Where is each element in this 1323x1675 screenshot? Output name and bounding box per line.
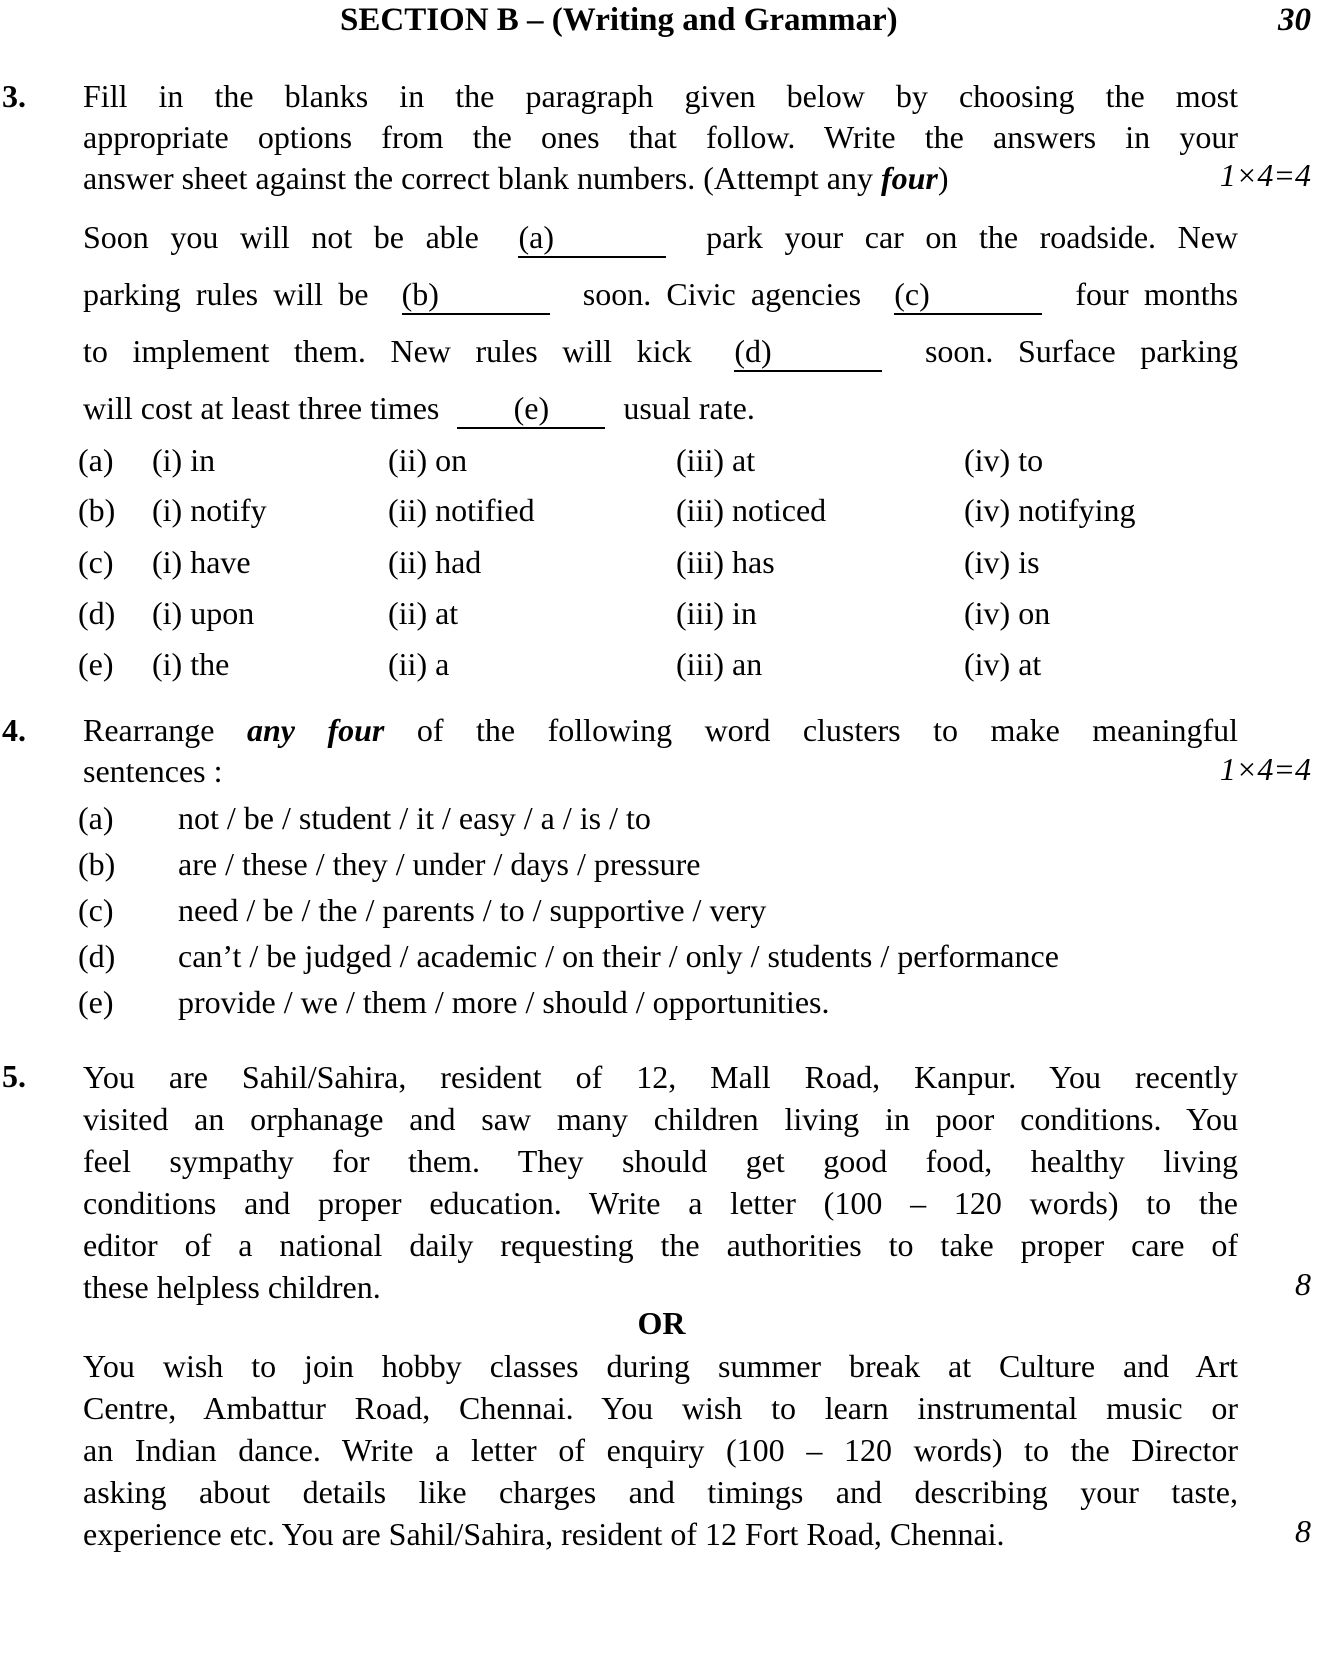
options-row-c <box>78 544 1318 588</box>
option-choice: (ii) notified <box>388 492 535 528</box>
passage-line-4 <box>83 389 1238 430</box>
option-choice: (i) in <box>152 442 216 478</box>
cluster-text: provide / we / them / more / should / opportunities. <box>178 984 830 1020</box>
option-choice: (iv) at <box>964 646 1042 682</box>
cluster-label: (d) <box>78 938 116 974</box>
question-3-number: 3. <box>2 78 26 114</box>
option-choice: (iii) at <box>676 442 756 478</box>
cluster-text: can’t / be judged / academic / on their / only / students / performance <box>178 938 1059 974</box>
instruction-line: appropriate options from the ones that follow. Write the answers in your <box>83 119 1238 155</box>
cluster-b <box>78 846 1318 890</box>
cluster-label: (b) <box>78 846 116 882</box>
blank-b: (b) <box>402 275 550 315</box>
options-row-d <box>78 595 1318 639</box>
options-row-a <box>78 442 1318 486</box>
instruction-text: Rearrange <box>83 712 247 748</box>
option-choice: (i) upon <box>152 595 255 631</box>
section-title: SECTION B – (Writing and Grammar) <box>340 2 898 38</box>
option-choice: (iii) in <box>676 595 757 631</box>
passage-text: usual rate. <box>623 390 755 426</box>
prompt-line: feel sympathy for them. They should get good food, healthy living <box>83 1143 1238 1179</box>
question-3-instruction <box>83 76 1238 199</box>
question-5-number: 5. <box>2 1058 26 1094</box>
cluster-label: (a) <box>78 800 114 836</box>
instruction-text: answer sheet against the correct blank numbers. (Attempt any <box>83 160 881 196</box>
option-label: (a) <box>78 442 114 478</box>
option-label: (b) <box>78 492 116 528</box>
passage-line-1 <box>83 218 1238 259</box>
cluster-c <box>78 892 1318 936</box>
blank-d: (d) <box>734 332 882 372</box>
passage-text: parking rules will be <box>83 276 369 312</box>
prompt-line: conditions and proper education. Write a letter (100 – 120 words) to the <box>83 1185 1238 1221</box>
option-choice: (ii) at <box>388 595 459 631</box>
question-5-alt-prompt <box>83 1345 1238 1555</box>
instruction-emphasis: four <box>880 160 938 196</box>
options-row-e <box>78 646 1318 690</box>
option-choice: (iv) to <box>964 442 1044 478</box>
cluster-e <box>78 984 1318 1028</box>
prompt-line: editor of a national daily requesting the authorities to take proper care of <box>83 1227 1238 1263</box>
instruction-line <box>83 710 1238 751</box>
passage-text: soon. Civic agencies <box>582 276 862 312</box>
options-row-b <box>78 492 1318 536</box>
option-choice: (iv) notifying <box>964 492 1136 528</box>
question-5-prompt <box>83 1056 1238 1308</box>
page-number: 30 <box>1278 2 1311 38</box>
instruction-line: Fill in the blanks in the paragraph given below by choosing the most <box>83 78 1238 114</box>
option-choice: (iv) is <box>964 544 1040 580</box>
option-choice: (iii) has <box>676 544 775 580</box>
option-label: (e) <box>78 646 114 682</box>
prompt-line: You are Sahil/Sahira, resident of 12, Mall Road, Kanpur. You recently <box>83 1059 1238 1095</box>
cluster-d <box>78 938 1318 982</box>
prompt-line: Centre, Ambattur Road, Chennai. You wish to learn instrumental music or <box>83 1390 1238 1426</box>
prompt-line: these helpless children. <box>83 1269 381 1305</box>
prompt-line: an Indian dance. Write a letter of enquiry (100 – 120 words) to the Director <box>83 1432 1238 1468</box>
instruction-line <box>83 158 1238 199</box>
option-choice: (i) notify <box>152 492 267 528</box>
question-4-instruction <box>83 710 1238 792</box>
passage-text: soon. Surface parking <box>924 333 1239 369</box>
cluster-text: need / be / the / parents / to / supportive / very <box>178 892 767 928</box>
cluster-label: (e) <box>78 984 114 1020</box>
instruction-text: ) <box>937 160 949 196</box>
option-choice: (iii) noticed <box>676 492 827 528</box>
cluster-text: are / these / they / under / days / pressure <box>178 846 701 882</box>
option-choice: (i) the <box>152 646 230 682</box>
option-choice: (iii) an <box>676 646 763 682</box>
instruction-line: sentences : <box>83 753 223 789</box>
page-header <box>0 2 1323 46</box>
passage-text: to implement them. New rules will kick <box>83 333 692 369</box>
passage-text: will cost at least three times <box>83 390 440 426</box>
option-choice: (i) have <box>152 544 251 580</box>
passage-line-3 <box>83 332 1238 373</box>
blank-e: (e) <box>457 389 605 429</box>
question-4-marks: 1×4=4 <box>1219 751 1311 787</box>
option-label: (c) <box>78 544 114 580</box>
option-label: (d) <box>78 595 116 631</box>
passage-text: Soon you will not be able <box>83 219 479 255</box>
blank-a: (a) <box>518 218 666 258</box>
cluster-label: (c) <box>78 892 114 928</box>
option-choice: (iv) on <box>964 595 1051 631</box>
cluster-a <box>78 800 1318 844</box>
question-5-alt-marks: 8 <box>1295 1513 1311 1549</box>
prompt-line: visited an orphanage and saw many children living in poor conditions. You <box>83 1101 1238 1137</box>
question-5-marks: 8 <box>1295 1266 1311 1302</box>
instruction-text: of the following word clusters to make meaningful <box>416 712 1238 748</box>
option-choice: (ii) a <box>388 646 450 682</box>
passage-text: four months <box>1075 276 1239 312</box>
question-4-number: 4. <box>2 712 26 748</box>
or-divider: OR <box>637 1305 686 1341</box>
prompt-line: You wish to join hobby classes during summer break at Culture and Art <box>83 1348 1238 1384</box>
blank-c: (c) <box>894 275 1042 315</box>
question-3-marks: 1×4=4 <box>1219 157 1311 193</box>
prompt-line: experience etc. You are Sahil/Sahira, resident of 12 Fort Road, Chennai. <box>83 1516 1005 1552</box>
instruction-emphasis: any four <box>246 712 385 748</box>
passage-line-2 <box>83 275 1238 316</box>
cluster-text: not / be / student / it / easy / a / is / to <box>178 800 651 836</box>
option-choice: (ii) on <box>388 442 468 478</box>
passage-text: park your car on the roadside. New <box>706 219 1239 255</box>
option-choice: (ii) had <box>388 544 482 580</box>
prompt-line: asking about details like charges and timings and describing your taste, <box>83 1474 1238 1510</box>
